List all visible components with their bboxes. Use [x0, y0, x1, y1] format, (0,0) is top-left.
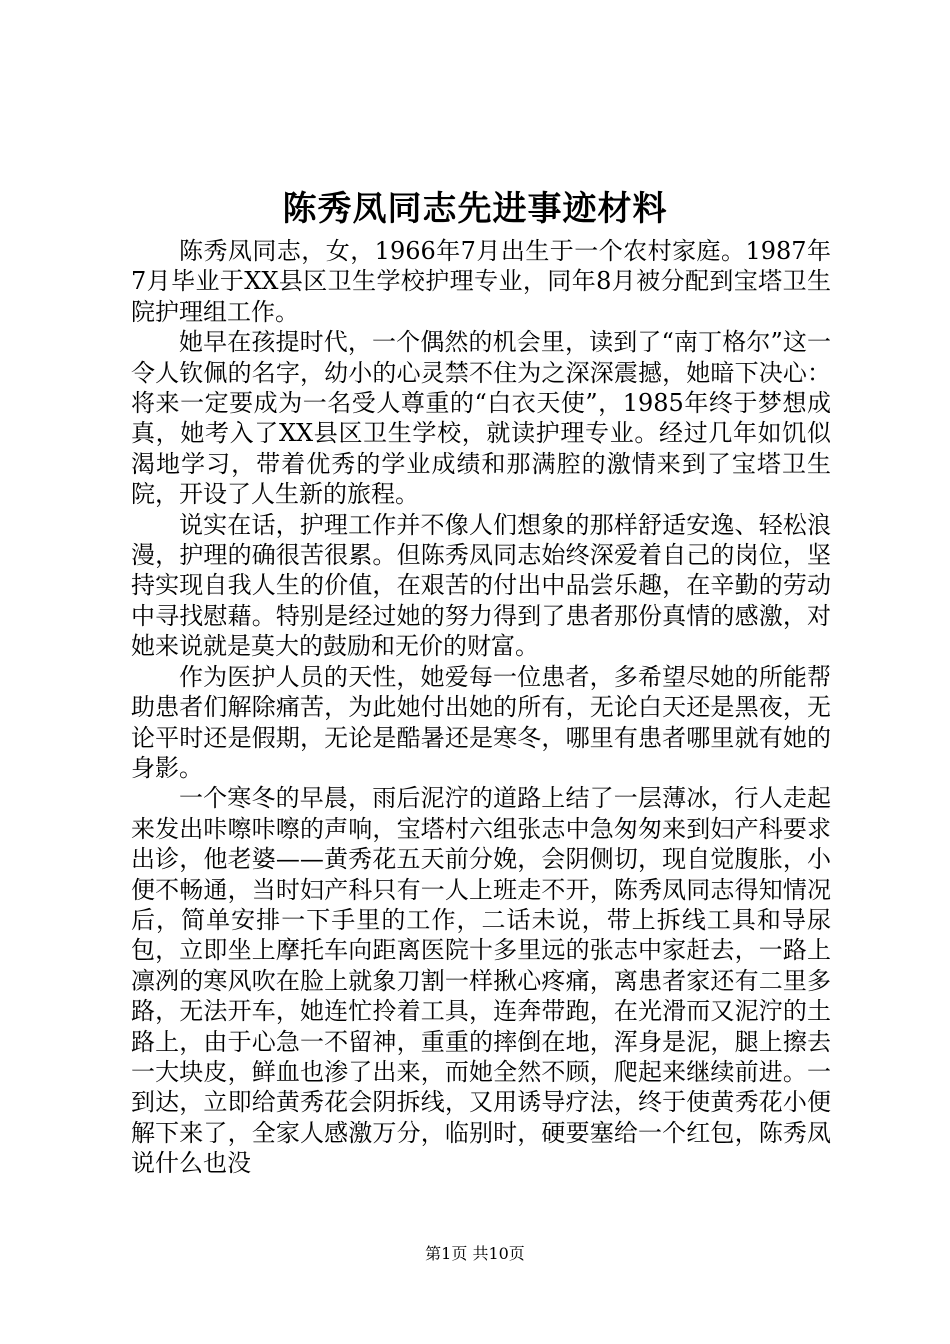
document-body	[131, 236, 831, 1179]
paragraph-3: 说实在话，护理工作并不像人们想象的那样舒适安逸、轻松浪漫，护理的确很苦很累。但陈秀凤同志始终深爱着自己的岗位，坚持实现自我人生的价值，在艰苦的付出中品尝乐趣，在辛勤的劳动中寻找慰藉。特别是经过她的努力得到了患者那份真情的感激，对她来说就是莫大的鼓励和无价的财富。	[131, 510, 831, 661]
document-title: 陈秀凤同志先进事迹材料	[282, 189, 668, 229]
paragraph-2: 她早在孩提时代，一个偶然的机会里，读到了“南丁格尔”这一令人钦佩的名字，幼小的心灵禁不住为之深深震撼，她暗下决心：将来一定要成为一名受人尊重的“白衣天使”，1985年终于梦想成真，她考入了XX县区卫生学校，就读护理专业。经过几年如饥似渴地学习，带着优秀的学业成绩和那满腔的激情来到了宝塔卫生院，开设了人生新的旅程。	[131, 328, 831, 509]
page-footer: 第1页 共10页	[425, 1244, 525, 1263]
paragraph-5: 一个寒冬的早晨，雨后泥泞的道路上结了一层薄冰，行人走起来发出咔嚓咔嚓的声响，宝塔村六组张志中急匆匆来到妇产科要求出诊，他老婆——黄秀花五天前分娩，会阴侧切，现自觉腹胀，小便不畅通，当时妇产科只有一人上班走不开，陈秀凤同志得知情况后，简单安排一下手里的工作，二话未说，带上拆线工具和导尿包，立即坐上摩托车向距离医院十多里远的张志中家赶去，一路上凛冽的寒风吹在脸上就象刀割一样揪心疼痛，离患者家还有二里多路，无法开车，她连忙拎着工具，连奔带跑，在光滑而又泥泞的土路上，由于心急一不留神，重重的摔倒在地，浑身是泥，腿上擦去一大块皮，鲜血也渗了出来，而她全然不顾，爬起来继续前进。一到达，立即给黄秀花会阴拆线，又用诱导疗法，终于使黄秀花小便解下来了，全家人感激万分，临别时，硬要塞给一个红包，陈秀凤说什么也没	[131, 784, 831, 1178]
paragraph-1: 陈秀凤同志，女，1966年7月出生于一个农村家庭。1987年7月毕业于XX县区卫生学校护理专业，同年8月被分配到宝塔卫生院护理组工作。	[131, 237, 831, 326]
paragraph-4: 作为医护人员的天性，她爱每一位患者，多希望尽她的所能帮助患者们解除痛苦，为此她付出她的所有，无论白天还是黑夜，无论平时还是假期，无论是酷暑还是寒冬，哪里有患者哪里就有她的身影。	[131, 662, 831, 782]
